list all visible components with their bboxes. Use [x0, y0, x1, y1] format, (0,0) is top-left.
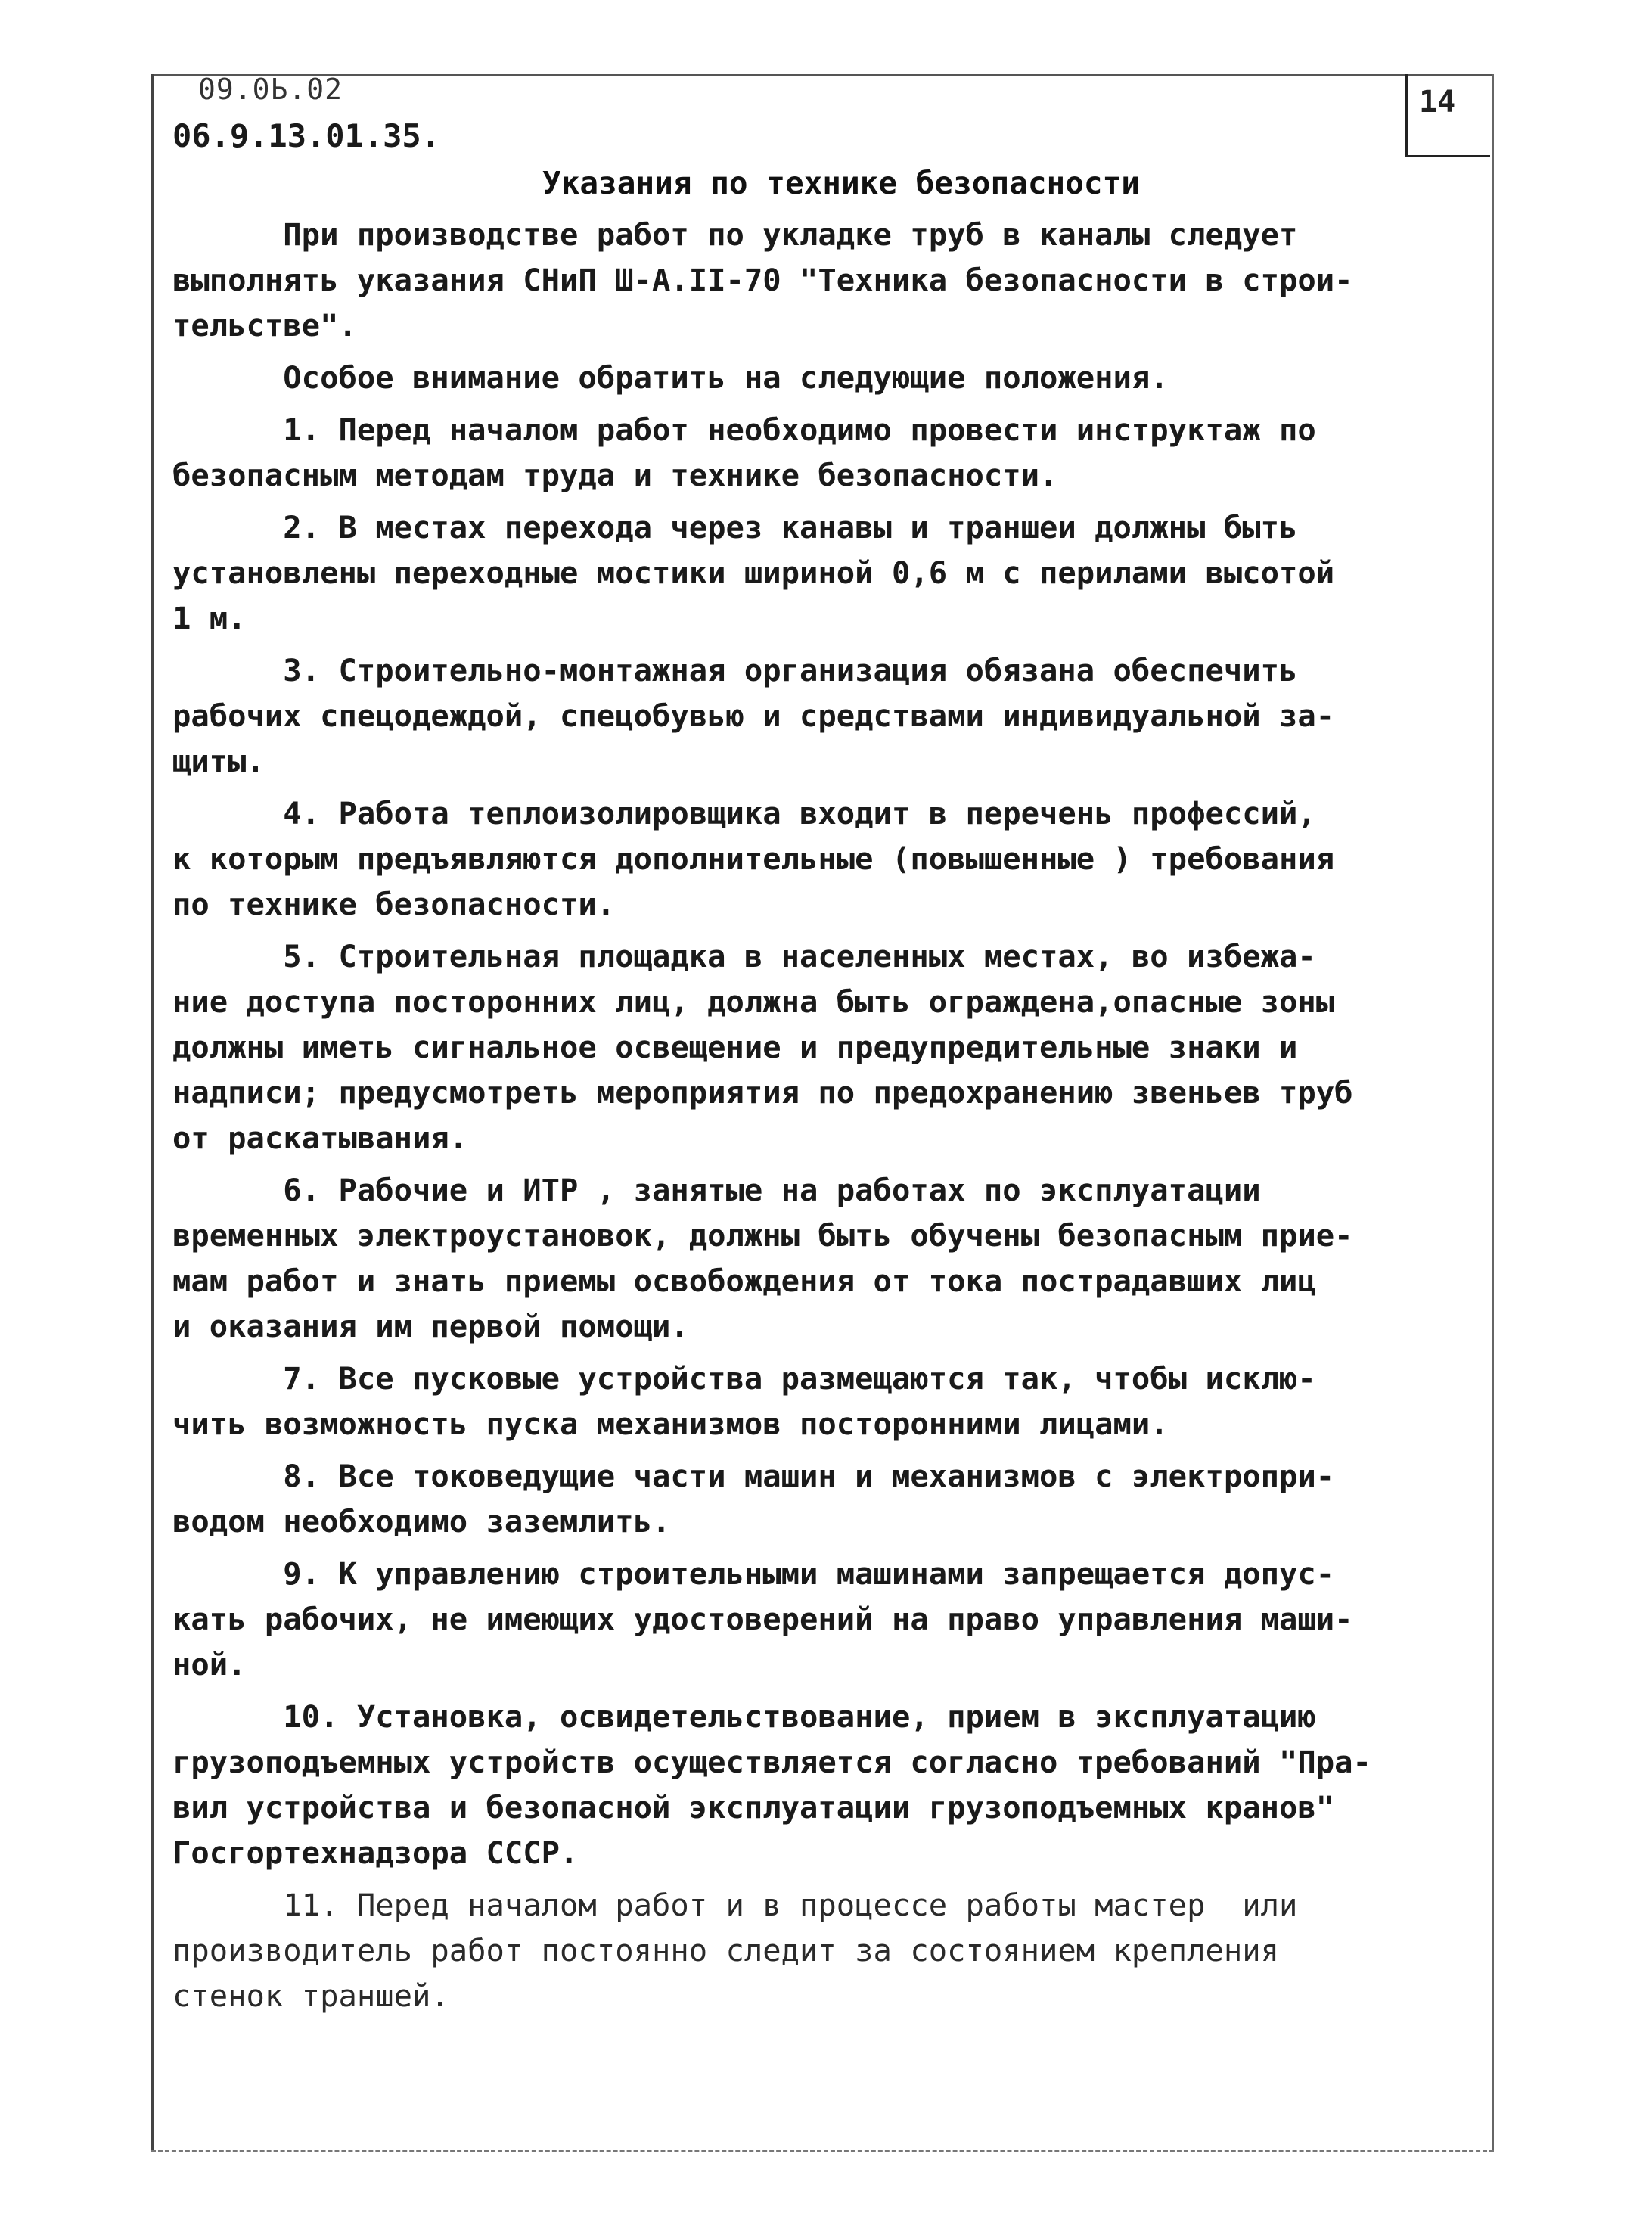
document-body [172, 212, 1473, 2018]
paragraph-gap [172, 1875, 1473, 1882]
text-line: 1 м. [172, 600, 247, 636]
text-line: выполнять указания СНиП Ш-А.II-70 "Техника безопасности в строи- [172, 262, 1353, 298]
text-line: по технике безопасности. [172, 886, 616, 922]
text-line: от раскатывания. [172, 1120, 468, 1156]
text-line: 7. Все пусковые устройства размещаются так, чтобы исклю- [172, 1360, 1316, 1397]
text-line: стенок траншей. [172, 1978, 449, 2014]
paragraph-gap [172, 400, 1473, 407]
paragraph-gap [172, 1446, 1473, 1453]
page-number: 14 [1419, 85, 1456, 120]
text-line: водом необходимо заземлить. [172, 1503, 671, 1540]
text-line: безопасным методам труда и технике безопасности. [172, 457, 1058, 493]
text-line: 10. Установка, освидетельствование, прием в эксплуатацию [172, 1698, 1316, 1735]
text-line: мам работ и знать приемы освобождения от тока пострадавших лиц [172, 1263, 1316, 1299]
text-line: установлены переходные мостики шириной 0,6 м с перилами высотой [172, 555, 1335, 591]
paragraph-gap [172, 1349, 1473, 1356]
paragraph [172, 505, 1473, 641]
paragraph-gap [172, 641, 1473, 648]
paragraph-gap [172, 1687, 1473, 1694]
text-line: производитель работ постоянно следит за состоянием крепления [172, 1932, 1279, 1968]
paragraph-gap [172, 784, 1473, 791]
text-line: тельстве". [172, 307, 357, 343]
text-line: чить возможность пуска механизмов посторонними лицами. [172, 1406, 1169, 1442]
paragraph [172, 1551, 1473, 1687]
paragraph-gap [172, 348, 1473, 355]
paragraph [172, 934, 1473, 1160]
page-frame-bottom [151, 2150, 1494, 2152]
text-line: ной. [172, 1646, 247, 1682]
text-line: щиты. [172, 743, 265, 779]
document-code: 06.9.13.01.35. [172, 117, 441, 154]
text-line: надписи; предусмотреть мероприятия по предохранению звеньев труб [172, 1074, 1353, 1111]
page-frame-left [151, 74, 154, 2151]
text-line: к которым предъявляются дополнительные (повышенные ) требования [172, 840, 1335, 877]
page-frame-top [151, 74, 1494, 76]
text-line: 9. К управлению строительными машинами запрещается допус- [172, 1555, 1335, 1592]
paragraph [172, 1167, 1473, 1349]
page-frame-right [1492, 74, 1494, 2151]
text-line: 4. Работа теплоизолировщика входит в перечень профессий, [172, 795, 1316, 831]
document-code-handwritten: 09.0Ь.02 [198, 73, 343, 106]
paragraph [172, 1694, 1473, 1875]
text-line: ние доступа посторонних лиц, должна быть ограждена,опасные зоны [172, 983, 1335, 1020]
text-line: Особое внимание обратить на следующие положения. [172, 359, 1169, 396]
paragraph-gap [172, 1544, 1473, 1551]
paragraph [172, 1356, 1473, 1446]
paragraph [172, 407, 1473, 498]
paragraph-gap [172, 927, 1473, 934]
paragraph [172, 212, 1473, 348]
text-line: рабочих спецодеждой, спецобувью и средствами индивидуальной за- [172, 698, 1335, 734]
paragraph [172, 648, 1473, 784]
paragraph-gap [172, 498, 1473, 505]
text-line: кать рабочих, не имеющих удостоверений на право управления маши- [172, 1601, 1353, 1637]
text-line: 1. Перед началом работ необходимо провести инструктаж по [172, 412, 1316, 448]
text-line: временных электроустановок, должны быть обучены безопасным прие- [172, 1217, 1353, 1254]
text-line: грузоподъемных устройств осуществляется согласно требований "Пра- [172, 1744, 1371, 1780]
paragraph [172, 1882, 1473, 2018]
text-line: и оказания им первой помощи. [172, 1308, 689, 1344]
text-line: вил устройства и безопасной эксплуатации грузоподъемных кранов" [172, 1789, 1335, 1825]
document-title: Указания по технике безопасности [542, 165, 1140, 201]
text-line: 6. Рабочие и ИТР , занятые на работах по эксплуатации [172, 1172, 1261, 1208]
text-line: должны иметь сигнальное освещение и предупредительные знаки и [172, 1029, 1298, 1065]
text-line: 3. Строительно-монтажная организация обязана обеспечить [172, 652, 1298, 688]
text-line: Госгортехнадзора СССР. [172, 1835, 579, 1871]
paragraph [172, 355, 1473, 400]
text-line: 5. Строительная площадка в населенных местах, во избежа- [172, 938, 1316, 974]
paragraph [172, 791, 1473, 927]
paragraph [172, 1453, 1473, 1544]
text-line: 11. Перед началом работ и в процессе работы мастер или [172, 1887, 1298, 1923]
paragraph-gap [172, 1160, 1473, 1167]
text-line: 8. Все токоведущие части машин и механизмов с электропри- [172, 1458, 1335, 1494]
text-line: 2. В местах перехода через канавы и траншеи должны быть [172, 509, 1298, 545]
text-line: При производстве работ по укладке труб в каналы следует [172, 216, 1298, 253]
